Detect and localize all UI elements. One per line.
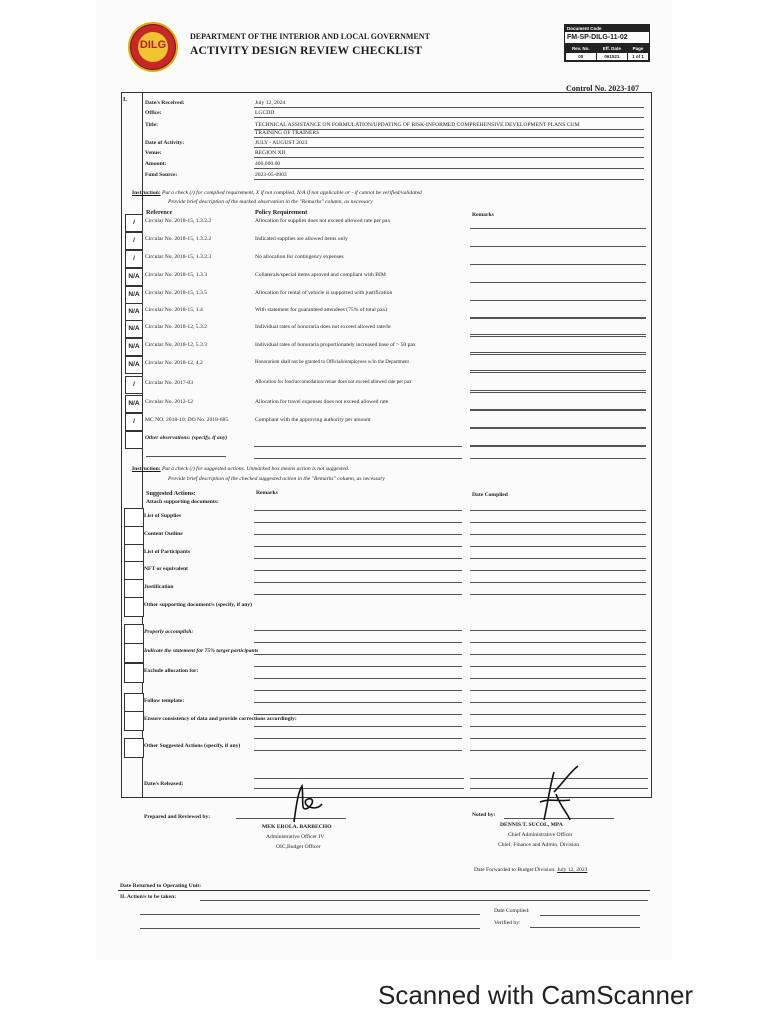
compliance-checkbox[interactable]: N/A [125, 286, 143, 304]
remarks-line [254, 446, 462, 447]
date-complied-line [470, 510, 646, 511]
instruction-two [132, 466, 349, 472]
compliance-checkbox[interactable]: N/A [125, 320, 143, 338]
suggested-remarks-line [254, 714, 462, 715]
field-label: Amount: [145, 161, 167, 167]
page-value: 1 of 1 [628, 53, 649, 61]
policy-reference: Circular No. 2018-15, 1.3.2.3 [145, 254, 212, 260]
date-forwarded-value: July 12, 2023 [557, 867, 588, 873]
field-value: REGION XII [255, 150, 286, 156]
field-value-continued: TRAINING OF TRAINERS [255, 130, 320, 136]
field-underline [254, 157, 644, 158]
remarks-line [470, 354, 646, 355]
policy-reference: Other observations: (specify, if any) [145, 435, 228, 441]
noted-signature [530, 762, 586, 824]
date-complied-line [470, 582, 646, 583]
field-underline [254, 137, 644, 138]
suggested-remarks-line [254, 642, 462, 643]
date-complied-line [470, 678, 646, 679]
prepared-label: Prepared and Reviewed by: [144, 814, 211, 820]
policy-reference: Circular No. 2018-15, 1.3.2.2 [145, 218, 212, 224]
date-complied-line [470, 702, 646, 703]
compliance-checkbox[interactable]: N/A [125, 356, 143, 374]
date-released-label: Date/s Released: [144, 781, 184, 787]
suggested-action-checkbox[interactable] [124, 738, 144, 758]
date-returned-label: Date Returned to Operating Unit: [120, 883, 202, 889]
remarks-line [470, 282, 646, 283]
suggested-action-checkbox[interactable] [124, 693, 144, 713]
prepared-title-1: Administrative Officer IV [266, 834, 325, 840]
remarks-line [470, 300, 646, 301]
verified-by-label: Verified by: [494, 920, 521, 926]
suggested-remarks-line [254, 546, 462, 547]
date-complied-line [470, 522, 646, 523]
suggested-remarks-line [254, 750, 462, 751]
suggested-remarks-line [254, 630, 462, 631]
policy-requirement: With statement for guaranteed attendees (75% of total pax) [255, 307, 388, 313]
noted-label: Noted by: [472, 812, 496, 818]
date-complied-line [540, 915, 640, 916]
field-underline [254, 179, 644, 180]
policy-reference: Circular No. 2018-12, 4.2 [145, 360, 203, 366]
policy-requirement: No allocation for contingency expenses [255, 254, 344, 260]
suggested-remarks-line [254, 594, 462, 595]
suggested-action-label: Follow template: [144, 698, 185, 704]
suggested-remarks-line [254, 522, 462, 523]
rev-no-value: 00 [566, 53, 597, 61]
footer-divider [118, 890, 650, 891]
policy-reference: Circular No. 2018-12, 5.3.3 [145, 342, 207, 348]
field-value: TECHNICAL ASSISTANCE ON FORMULATION/UPDATING OF RISK-INFORMED COMPREHENSIVE DEVELOPMENT PLANS CUM [255, 122, 580, 128]
noted-title-1: Chief Administrative Officer [508, 832, 573, 838]
doc-code: FM-SP-DILG-11-02 [565, 32, 649, 44]
suggested-remarks-line [254, 666, 462, 667]
compliance-checkbox[interactable]: / [125, 250, 143, 268]
suggested-action-checkbox[interactable] [124, 561, 144, 581]
date-complied-line [470, 642, 646, 643]
page-header: Page [628, 45, 649, 53]
prepared-title-2: OIC,Budget Officer [276, 844, 321, 850]
section-one-numeral: I. [123, 96, 127, 103]
field-label: Fund Source: [145, 172, 178, 178]
remarks-line [470, 372, 646, 373]
remarks-line [470, 392, 646, 393]
suggested-action-label: Justification [144, 584, 174, 590]
field-underline [254, 117, 644, 118]
field-underline [254, 147, 644, 148]
instruction-label: Instruction: [132, 190, 161, 196]
suggested-action-checkbox[interactable] [124, 624, 144, 644]
policy-requirement: Individual rates of honoraria does not exceed allowed rate/hr [255, 324, 392, 330]
remarks-line [470, 390, 646, 391]
verified-by-line [530, 927, 640, 928]
eff-date-value: 061521 [596, 53, 628, 61]
eff-date-header: Eff. Date [596, 45, 628, 53]
remarks-line [470, 228, 646, 229]
compliance-checkbox[interactable] [125, 431, 143, 449]
date-forwarded-label: Date Forwarded to Budget Division: [474, 867, 556, 873]
suggested-action-label: Exclude allocation for: [144, 668, 199, 674]
col-reference: Reference [146, 209, 173, 216]
suggested-remarks-line [254, 510, 462, 511]
field-label: Title: [145, 122, 158, 128]
date-released-remarks-line [254, 778, 464, 779]
suggested-action-label: Content Outline [144, 531, 183, 537]
policy-requirement: Indicated supplies are allowed items only [255, 236, 348, 242]
policy-reference: Circular No. 2018-15, 1.4 [145, 307, 203, 313]
date-complied-label: Date Complied: [494, 908, 530, 914]
instruction-text-1: Put a check (/) for complied requirement, X if not complied, N/A if not applicable or - if cannot be verified/validated [162, 190, 422, 196]
instruction-one [132, 190, 422, 196]
suggested-action-label: List of Supplies [144, 513, 181, 519]
camscanner-watermark: Scanned with CamScanner [378, 980, 694, 1010]
remarks-line [470, 334, 646, 335]
suggested-instruction-2: Provide brief description of the checked suggested action in the "Remarks" column, as necessary [168, 476, 385, 482]
col-policy: Policy Requirement [255, 209, 308, 216]
remarks-line [470, 352, 646, 353]
field-label: Venue: [145, 150, 162, 156]
field-value: JULY - AUGUST 2023 [255, 140, 308, 146]
control-label: Control No. [566, 84, 607, 93]
col-attach-docs: Attach supporting documents: [146, 499, 219, 505]
field-value: LGCDD [255, 110, 275, 116]
prepared-name: MEK EROLA. BARBECHO [262, 824, 332, 830]
compliance-checkbox[interactable]: / [125, 232, 143, 250]
date-complied-line [470, 594, 646, 595]
field-value: 400,000.00 [255, 161, 281, 167]
date-forwarded [474, 867, 587, 873]
date-complied-line [470, 750, 646, 751]
noted-title-2: Chief, Finance and Admin. Division [498, 842, 580, 848]
remarks-line [470, 428, 646, 429]
policy-reference: Circular No. 2018-15, 1.3.3 [145, 272, 207, 278]
suggested-action-checkbox[interactable] [124, 643, 144, 663]
instruction-label-2: Instruction: [132, 466, 161, 472]
policy-reference: MC NO. 2018-10; DO No. 2018-685 [145, 417, 229, 423]
policy-requirement: Allocation for rental of vehicle is supported with justification [255, 290, 393, 296]
suggested-action-label: Ensure consistency of data and provide corrections accordingly: [144, 716, 297, 722]
prepared-signature [286, 782, 326, 826]
policy-requirement: Compliant with the approving authority per amount [255, 417, 371, 423]
action-line-1 [200, 900, 648, 901]
compliance-checkbox[interactable]: N/A [125, 395, 143, 413]
suggested-remarks-line [254, 726, 462, 727]
suggested-instruction-1: Put a check (/) for suggested actions. Unmarked box means action is not suggested. [162, 466, 350, 472]
compliance-checkbox[interactable]: N/A [125, 268, 143, 286]
col-remarks: Remarks [472, 212, 494, 218]
col-date-complied: Date Complied [472, 492, 508, 498]
field-value: July 12, 2024 [255, 100, 286, 106]
control-value: 2023-107 [608, 84, 639, 93]
suggested-action-checkbox[interactable] [124, 508, 144, 528]
dilg-seal-logo [128, 22, 178, 72]
compliance-checkbox[interactable]: / [125, 376, 143, 394]
suggested-action-checkbox[interactable] [124, 711, 144, 731]
field-underline [254, 107, 644, 108]
form-title: ACTIVITY DESIGN REVIEW CHECKLIST [190, 45, 423, 57]
remarks-line [470, 370, 646, 371]
date-complied-line [470, 690, 646, 691]
suggested-remarks-line [254, 558, 462, 559]
suggested-action-label: NFT or equivalent [144, 566, 188, 572]
policy-requirement: Allocation for food/accomodation/venue does not exceed allowed rate per pax [255, 380, 412, 385]
action-line-2 [140, 914, 480, 915]
suggested-action-label: Indicate the statement for 75% target participants [144, 648, 259, 654]
rev-no-header: Rev. No. [566, 45, 597, 53]
document-code-box [564, 24, 650, 62]
policy-reference: Circular No. 2018-12, 5.3.2 [145, 324, 207, 330]
doc-code-label: Document Code [565, 25, 649, 32]
suggested-remarks-line [254, 690, 462, 691]
remarks-line [254, 458, 462, 459]
instruction-text-2: Provide brief description of the marked observation in the "Remarks" column, as necessary [168, 199, 373, 205]
compliance-checkbox[interactable]: N/A [125, 338, 143, 356]
policy-reference: Circular No. 2018-15, 1.3.2.2 [145, 236, 212, 242]
field-label: Date/s Received: [145, 100, 185, 106]
date-complied-line [470, 738, 646, 739]
suggested-action-checkbox[interactable] [124, 597, 144, 617]
date-complied-line [470, 666, 646, 667]
remarks-line [470, 410, 646, 411]
suggested-remarks-line [254, 654, 462, 655]
compliance-checkbox[interactable]: / [125, 413, 143, 431]
suggested-action-checkbox[interactable] [124, 526, 144, 546]
suggested-remarks-line [254, 738, 462, 739]
suggested-remarks-line [254, 570, 462, 571]
action-label: II. Action/s to be taken: [120, 894, 177, 900]
suggested-action-checkbox[interactable] [124, 663, 144, 683]
remarks-line [470, 246, 646, 247]
suggested-remarks-line [254, 582, 462, 583]
suggested-remarks-line [254, 534, 462, 535]
field-value: 2023-05-0903 [255, 172, 287, 178]
field-label: Date of Activity: [145, 140, 185, 146]
remarks-line [470, 264, 646, 265]
date-complied-line [470, 714, 646, 715]
compliance-checkbox[interactable]: / [125, 214, 143, 232]
department-name: DEPARTMENT OF THE INTERIOR AND LOCAL GOVERNMENT [190, 32, 430, 41]
field-label: Office: [145, 110, 162, 116]
suggested-remarks-line [254, 702, 462, 703]
remarks-line [146, 456, 226, 457]
remarks-line [470, 336, 646, 337]
suggested-action-label: Other Suggested Actions (specify, if any) [144, 743, 241, 749]
remarks-line [470, 446, 646, 447]
remarks-line [470, 318, 646, 319]
col-suggested-actions: Suggested Actions: [146, 490, 196, 497]
remarks-line [470, 458, 646, 459]
field-underline [254, 168, 644, 169]
doc-code-table [565, 44, 649, 61]
date-complied-line [470, 630, 646, 631]
policy-requirement: Allocation for travel expenses does not exceed allowed rate [255, 399, 389, 405]
suggested-action-checkbox[interactable] [124, 579, 144, 599]
action-line-3 [140, 928, 480, 929]
col-suggested-remarks: Remarks [256, 490, 278, 496]
policy-reference: Circular No. 2017-03 [145, 380, 194, 386]
noted-name: DENNIS T. SUCOL, MPA [500, 822, 563, 828]
policy-requirement: Collaterals/special items aproved and compliant with BIM [255, 272, 386, 278]
policy-reference: Circular No. 2012-12 [145, 399, 194, 405]
date-complied-line [470, 546, 646, 547]
date-complied-line [470, 534, 646, 535]
suggested-action-label: List of Participants [144, 549, 190, 555]
seal-text: DILG [139, 39, 167, 51]
date-complied-line [470, 558, 646, 559]
policy-reference: Circular No. 2018-15, 1.3.5 [145, 290, 207, 296]
suggested-remarks-line [254, 678, 462, 679]
date-complied-line [470, 570, 646, 571]
suggested-action-label: Properly accomplish: [144, 629, 194, 635]
date-complied-line [470, 654, 646, 655]
suggested-action-label: Other supporting document/s (specify, if any) [144, 602, 253, 608]
compliance-checkbox[interactable]: N/A [125, 303, 143, 321]
policy-requirement: Honorarium shall not be granted to Officials/employees w/in the Department [255, 360, 409, 365]
date-complied-line [470, 726, 646, 727]
policy-requirement: Individual rates of honoraria proportionately increased base of > 50 pax [255, 342, 416, 348]
policy-requirement: Allocation for supplies does not exceed allowed rate per pax [255, 218, 391, 224]
